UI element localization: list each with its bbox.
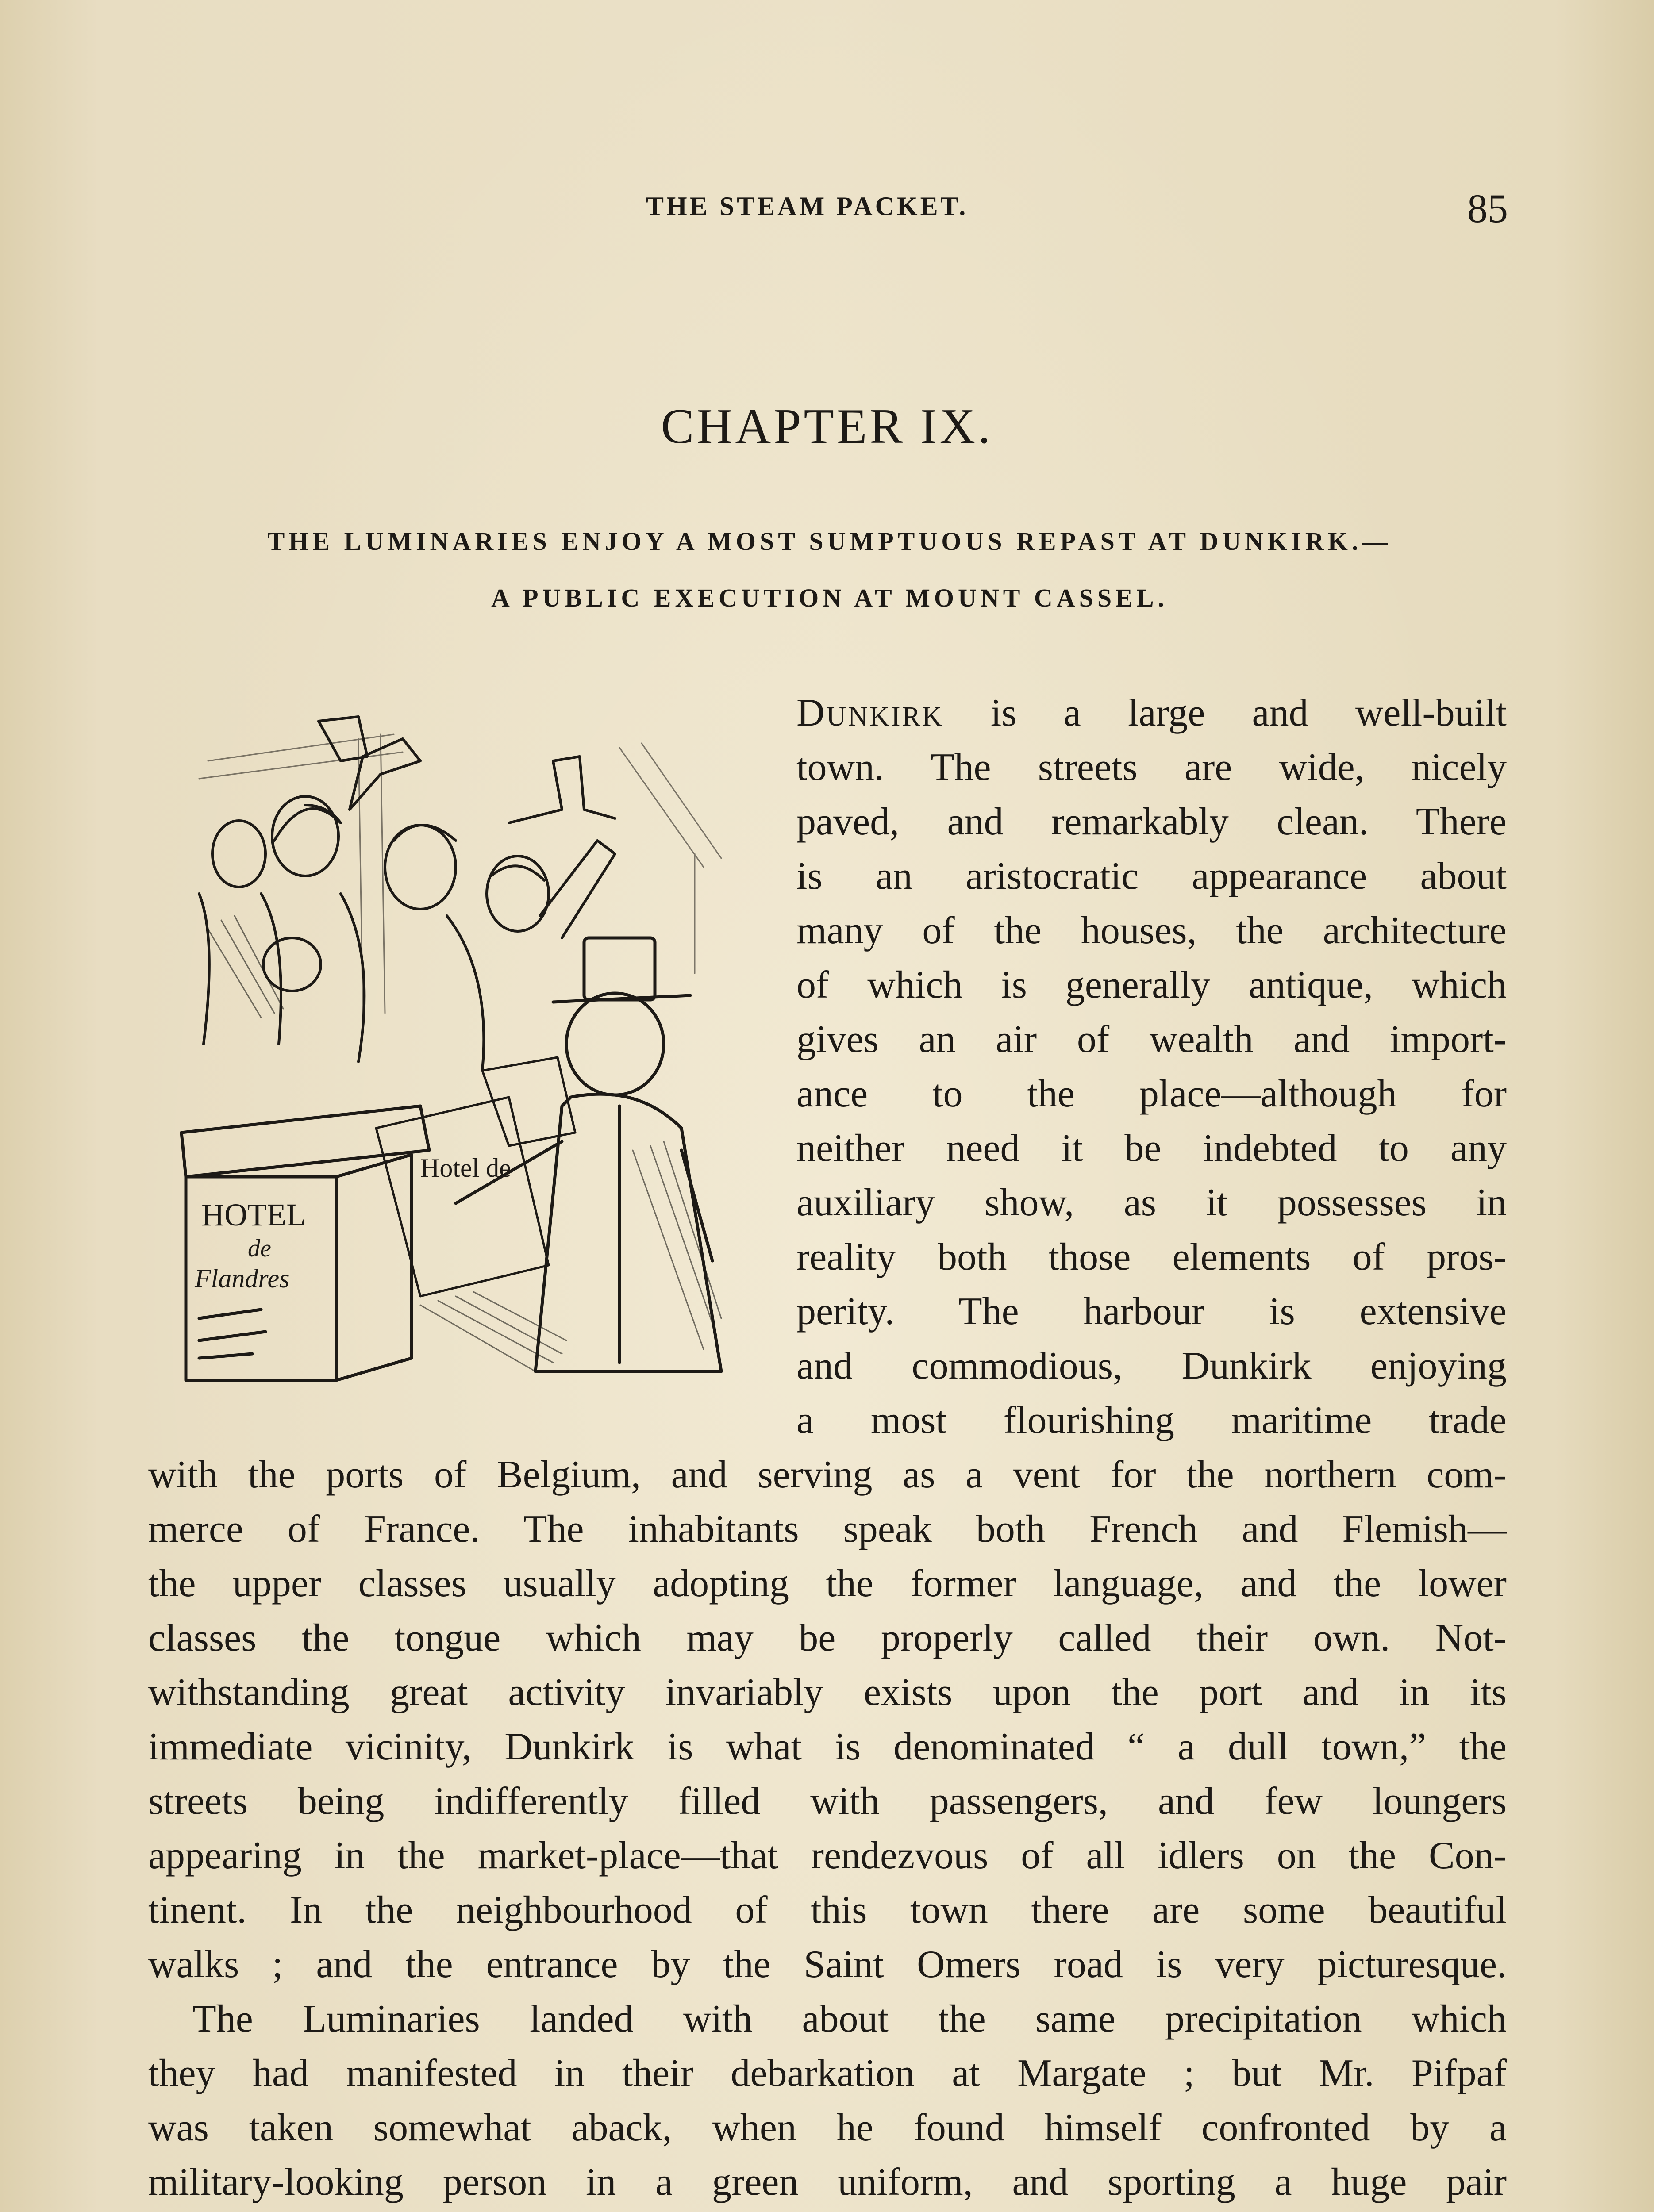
lead-word: Dunkirk xyxy=(796,691,944,734)
text-line: and commodious, Dunkirk enjoying xyxy=(796,1344,1507,1387)
text-line: withstanding great activity invariably exists upon the port and in its xyxy=(148,1671,1507,1714)
text-line: perity. The harbour is extensive xyxy=(796,1290,1507,1333)
page-number: 85 xyxy=(1467,186,1508,231)
text-line: is an aristocratic appearance about xyxy=(796,855,1507,898)
text-line: neither need it be indebted to any xyxy=(796,1127,1507,1170)
engraving-illustration xyxy=(173,708,765,1389)
sign-de: de xyxy=(248,1235,271,1262)
chapter-summary-line-1: THE LUMINARIES ENJOY A MOST SUMPTUOUS REPAST AT DUNKIRK.— xyxy=(267,527,1392,556)
sign-hotel: HOTEL xyxy=(201,1197,306,1233)
paragraph-2-first-line: The Luminaries landed with about the same precipitation which xyxy=(192,1997,1507,2040)
chapter-title: CHAPTER IX. xyxy=(661,399,993,454)
running-head: THE STEAM PACKET. xyxy=(646,192,969,221)
text-line: with the ports of Belgium, and serving as a vent for the northern com- xyxy=(148,1453,1507,1496)
text-line: of which is generally antique, which xyxy=(796,964,1507,1006)
text-line: many of the houses, the architecture xyxy=(796,909,1507,952)
text-line: ance to the place—although for xyxy=(796,1072,1507,1115)
text-line: merce of France. The inhabitants speak both French and Flemish— xyxy=(148,1508,1507,1551)
text-line: paved, and remarkably clean. There xyxy=(796,800,1507,843)
lead-rest: is a large and well-built xyxy=(943,691,1507,734)
sign-flandres: Flandres xyxy=(195,1264,290,1293)
text-line: the upper classes usually adopting the former language, and the lower xyxy=(148,1562,1507,1605)
text-line: gives an air of wealth and import- xyxy=(796,1018,1507,1061)
chapter-summary-line-2: A PUBLIC EXECUTION AT MOUNT CASSEL. xyxy=(491,584,1169,612)
text-line: military-looking person in a green uniform, and sporting a huge pair xyxy=(148,2161,1507,2204)
text-line: auxiliary show, as it possesses in xyxy=(796,1181,1507,1224)
text-line: appearing in the market-place—that rendezvous of all idlers on the Con- xyxy=(148,1834,1507,1877)
text-line: reality both those elements of pros- xyxy=(796,1236,1507,1279)
text-line: they had manifested in their debarkation at Margate ; but Mr. Pifpaf xyxy=(148,2052,1507,2095)
text-line: immediate vicinity, Dunkirk is what is denominated “ a dull town,” the xyxy=(148,1725,1507,1768)
text-line: town. The streets are wide, nicely xyxy=(796,746,1507,789)
paper-label: Hotel de xyxy=(420,1153,511,1183)
text-line: streets being indifferently filled with passengers, and few loungers xyxy=(148,1780,1507,1823)
text-line-lead xyxy=(796,690,1507,736)
text-line: classes the tongue which may be properly called their own. Not- xyxy=(148,1617,1507,1659)
text-line: a most flourishing maritime trade xyxy=(796,1399,1507,1442)
text-line: walks ; and the entrance by the Saint Omers road is very picturesque. xyxy=(148,1943,1507,1986)
text-line: was taken somewhat aback, when he found himself confronted by a xyxy=(148,2106,1507,2149)
text-line: tinent. In the neighbourhood of this town there are some beautiful xyxy=(148,1889,1507,1932)
